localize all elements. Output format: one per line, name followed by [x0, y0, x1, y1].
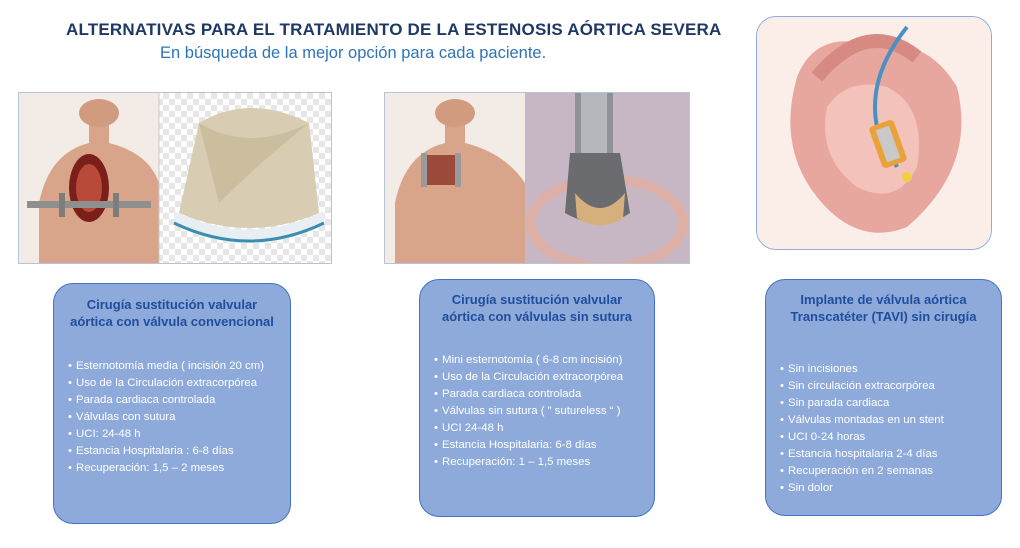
card-title — [428, 291, 646, 325]
card-title-line: Cirugía sustitución valvular — [451, 292, 623, 307]
list-item: • Uso de la Circulación extracorpórea — [68, 375, 284, 392]
list-item: • Mini esternotomía ( 6-8 cm incisión) — [434, 352, 648, 369]
conventional-surgery-illustration — [19, 93, 331, 263]
card-item-list — [68, 358, 284, 477]
list-item: • Parada cardiaca controlada — [434, 386, 648, 403]
list-item: • Sin parada cardiaca — [780, 395, 995, 412]
list-item: • Válvulas con sutura — [68, 409, 284, 426]
list-item: • Recuperación: 1 – 1,5 meses — [434, 454, 648, 471]
card-item-list — [434, 352, 648, 471]
card-title-line: Implante de válvula aórtica — [800, 292, 967, 307]
card-title — [774, 291, 993, 325]
list-item: • UCI 24-48 h — [434, 420, 648, 437]
conventional-surgery-card — [53, 283, 291, 524]
page-subtitle: En búsqueda de la mejor opción para cada paciente. — [160, 44, 547, 62]
list-item: • Parada cardiaca controlada — [68, 392, 284, 409]
list-item: • Sin incisiones — [780, 361, 995, 378]
page-title: ALTERNATIVAS PARA EL TRATAMIENTO DE LA ESTENOSIS AÓRTICA SEVERA — [66, 20, 722, 39]
sutureless-surgery-illustration — [385, 93, 689, 263]
card-title — [62, 296, 282, 330]
list-item: • Esternotomía media ( incisión 20 cm) — [68, 358, 284, 375]
chest-surgery-and-prosthetic-valve-image — [18, 92, 332, 264]
card-title-line: Cirugía sustitución valvular — [86, 297, 258, 312]
list-item: • Sin dolor — [780, 480, 995, 497]
card-item-list — [780, 361, 995, 497]
list-item: • Recuperación en 2 semanas — [780, 463, 995, 480]
list-item: • Estancia hospitalaria 2-4 días — [780, 446, 995, 463]
list-item: • Uso de la Circulación extracorpórea — [434, 369, 648, 386]
list-item: • Sin circulación extracorpórea — [780, 378, 995, 395]
card-title-line: aórtica con válvulas sin sutura — [441, 309, 633, 324]
mini-sternotomy-and-sutureless-valve-image — [384, 92, 690, 264]
tavi-card — [765, 279, 1002, 516]
list-item: • Estancia Hospitalaria : 6-8 días — [68, 443, 284, 460]
tavi-heart-illustration-image — [756, 16, 992, 250]
sutureless-surgery-card — [419, 279, 655, 517]
list-item: • Válvulas sin sutura ( ” sutureless “ ) — [434, 403, 648, 420]
card-title-line: Transcatéter (TAVI) sin cirugía — [790, 309, 977, 324]
list-item: • Estancia Hospitalaria: 6-8 días — [434, 437, 648, 454]
list-item: • UCI 0-24 horas — [780, 429, 995, 446]
list-item: • Recuperación: 1,5 – 2 meses — [68, 460, 284, 477]
card-title-line: aórtica con válvula convencional — [70, 314, 274, 329]
tavi-heart-illustration — [757, 17, 991, 249]
list-item: • UCI: 24-48 h — [68, 426, 284, 443]
list-item: • Válvulas montadas en un stent — [780, 412, 995, 429]
